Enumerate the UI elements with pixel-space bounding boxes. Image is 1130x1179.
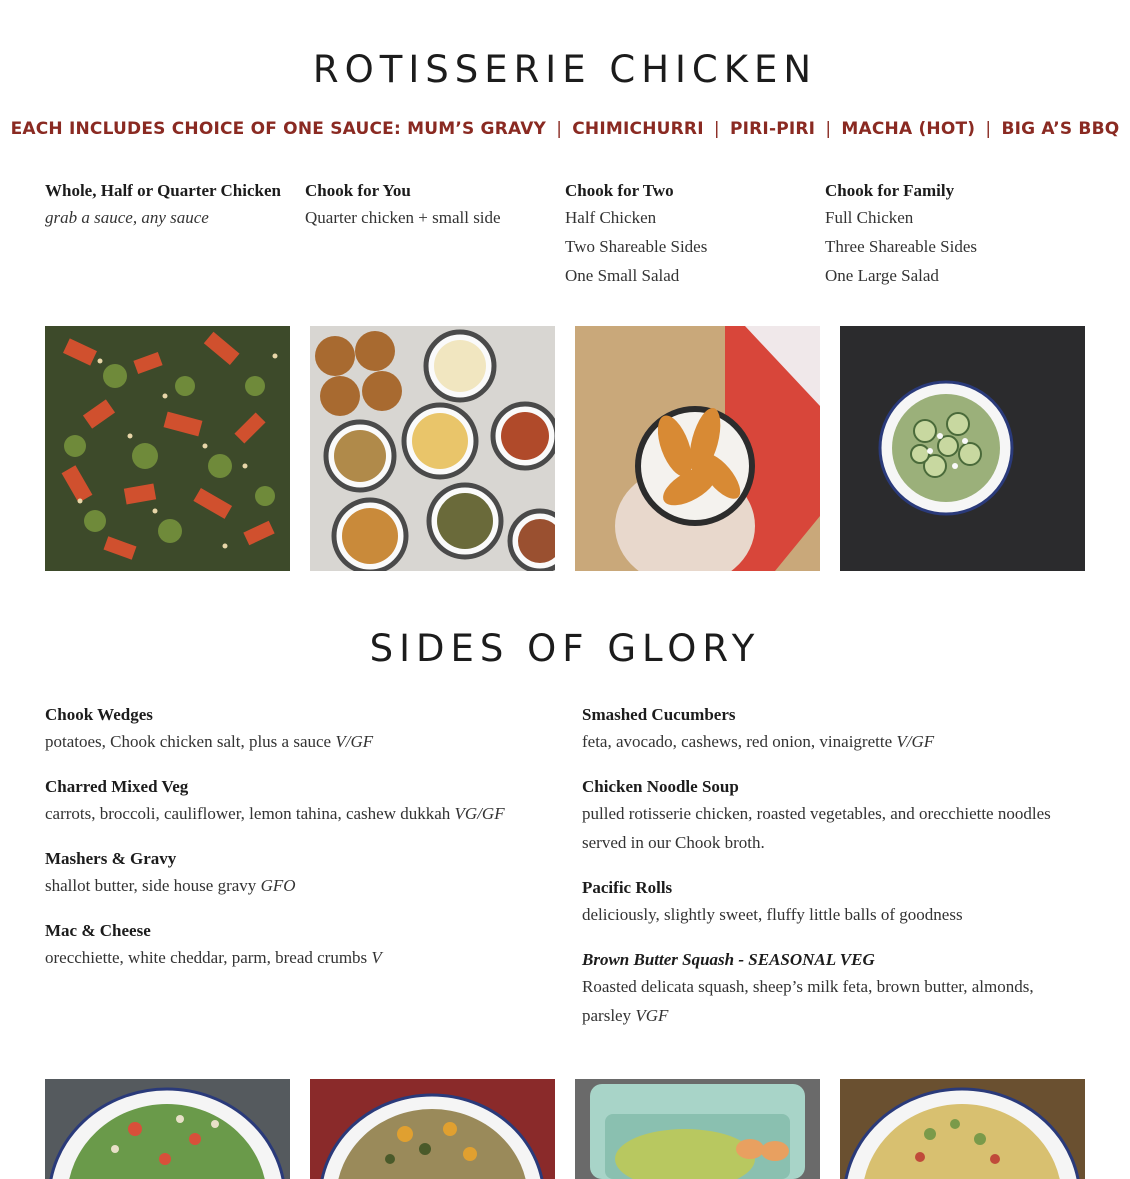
plan-chook-for-two bbox=[565, 178, 825, 290]
sauce-separator: | bbox=[556, 119, 563, 139]
sauce-macha: MACHA (HOT) bbox=[841, 119, 976, 139]
menu-item bbox=[582, 702, 1085, 756]
diet-tag: VGF bbox=[635, 1006, 669, 1025]
sides-title: SIDES OF GLORY bbox=[369, 627, 761, 670]
diet-tag: VG/GF bbox=[454, 804, 505, 823]
item-desc: deliciously, slightly sweet, fluffy little balls of goodness bbox=[582, 905, 963, 924]
slaw-bowl-photo bbox=[840, 1079, 1085, 1179]
menu-item bbox=[582, 875, 1085, 929]
sauce-separator: | bbox=[713, 119, 720, 139]
menu-item bbox=[582, 947, 1085, 1030]
food-photo-row-1 bbox=[45, 326, 1085, 571]
plan-line: One Large Salad bbox=[825, 266, 939, 285]
plan-whole-half-quarter bbox=[45, 178, 305, 290]
wedges-photo bbox=[575, 326, 820, 571]
sauce-intro: EACH INCLUDES CHOICE OF ONE SAUCE: MUM’S GRAVY bbox=[10, 119, 547, 139]
sides-column-right bbox=[582, 702, 1085, 1048]
item-desc-text: feta, avocado, cashews, red onion, vinaigrette bbox=[582, 732, 893, 751]
plan-name: Chook for Family bbox=[825, 181, 955, 200]
item-desc-text: carrots, broccoli, cauliflower, lemon tahina, cashew dukkah bbox=[45, 804, 451, 823]
item-desc-text: potatoes, Chook chicken salt, plus a sauce bbox=[45, 732, 332, 751]
item-name: Chook Wedges bbox=[45, 705, 153, 724]
takeout-salad-photo bbox=[575, 1079, 820, 1179]
item-desc-text: Roasted delicata squash, sheep’s milk feta, brown butter, almonds, parsley bbox=[582, 977, 1034, 1025]
item-desc: pulled rotisserie chicken, roasted vegetables, and orecchiette noodles served in our Chook broth. bbox=[582, 804, 1051, 852]
plan-line: Full Chicken bbox=[825, 208, 914, 227]
item-name: Mac & Cheese bbox=[45, 921, 151, 940]
plan-note: grab a sauce, any sauce bbox=[45, 208, 209, 227]
sauce-separator: | bbox=[825, 119, 832, 139]
plan-name: Chook for You bbox=[305, 181, 411, 200]
food-photo-row-2 bbox=[45, 1079, 1085, 1179]
item-desc bbox=[45, 799, 582, 828]
diet-tag: GFO bbox=[260, 876, 296, 895]
diet-tag: V/GF bbox=[896, 732, 935, 751]
plan-line: Two Shareable Sides bbox=[565, 237, 708, 256]
item-name: Brown Butter Squash - SEASONAL VEG bbox=[582, 950, 875, 969]
sides-column-left bbox=[45, 702, 582, 1048]
sauce-piri-piri: PIRI-PIRI bbox=[729, 119, 816, 139]
item-name: Mashers & Gravy bbox=[45, 849, 177, 868]
item-name: Charred Mixed Veg bbox=[45, 777, 189, 796]
plan-line: Half Chicken bbox=[565, 208, 657, 227]
item-desc-text: shallot butter, side house gravy bbox=[45, 876, 257, 895]
plan-line: One Small Salad bbox=[565, 266, 680, 285]
sauce-choice-line bbox=[0, 119, 1130, 139]
item-desc bbox=[45, 943, 582, 972]
menu-item bbox=[45, 846, 582, 900]
sauce-chimichurri: CHIMICHURRI bbox=[572, 119, 704, 139]
plan-name: Chook for Two bbox=[565, 181, 674, 200]
menu-item bbox=[45, 702, 582, 756]
sides-spread-photo bbox=[310, 326, 555, 571]
menu-item bbox=[45, 918, 582, 972]
diet-tag: V/GF bbox=[335, 732, 374, 751]
chicken-plans bbox=[45, 178, 1085, 290]
green-salad-photo bbox=[45, 1079, 290, 1179]
grain-bowl-photo bbox=[310, 1079, 555, 1179]
item-desc bbox=[45, 727, 582, 756]
item-name: Chicken Noodle Soup bbox=[582, 777, 739, 796]
item-desc bbox=[582, 727, 1085, 756]
plan-chook-for-you bbox=[305, 178, 565, 290]
item-desc-text: orecchiette, white cheddar, parm, bread crumbs bbox=[45, 948, 368, 967]
plan-line: Quarter chicken + small side bbox=[305, 208, 501, 227]
menu-item bbox=[582, 774, 1085, 857]
charred-veg-photo bbox=[45, 326, 290, 571]
plan-name: Whole, Half or Quarter Chicken bbox=[45, 181, 281, 200]
diet-tag: V bbox=[371, 948, 382, 967]
item-name: Smashed Cucumbers bbox=[582, 705, 736, 724]
item-desc bbox=[45, 871, 582, 900]
item-name: Pacific Rolls bbox=[582, 878, 673, 897]
menu-item bbox=[45, 774, 582, 828]
plan-chook-for-family bbox=[825, 178, 1085, 290]
sauce-bbq: BIG A’S BBQ bbox=[1001, 119, 1120, 139]
cucumber-salad-photo bbox=[840, 326, 1085, 571]
sauce-separator: | bbox=[985, 119, 992, 139]
sides-menu bbox=[45, 702, 1085, 1048]
item-desc bbox=[582, 972, 1085, 1030]
rotisserie-title: ROTISSERIE CHICKEN bbox=[312, 48, 818, 91]
plan-line: Three Shareable Sides bbox=[825, 237, 977, 256]
